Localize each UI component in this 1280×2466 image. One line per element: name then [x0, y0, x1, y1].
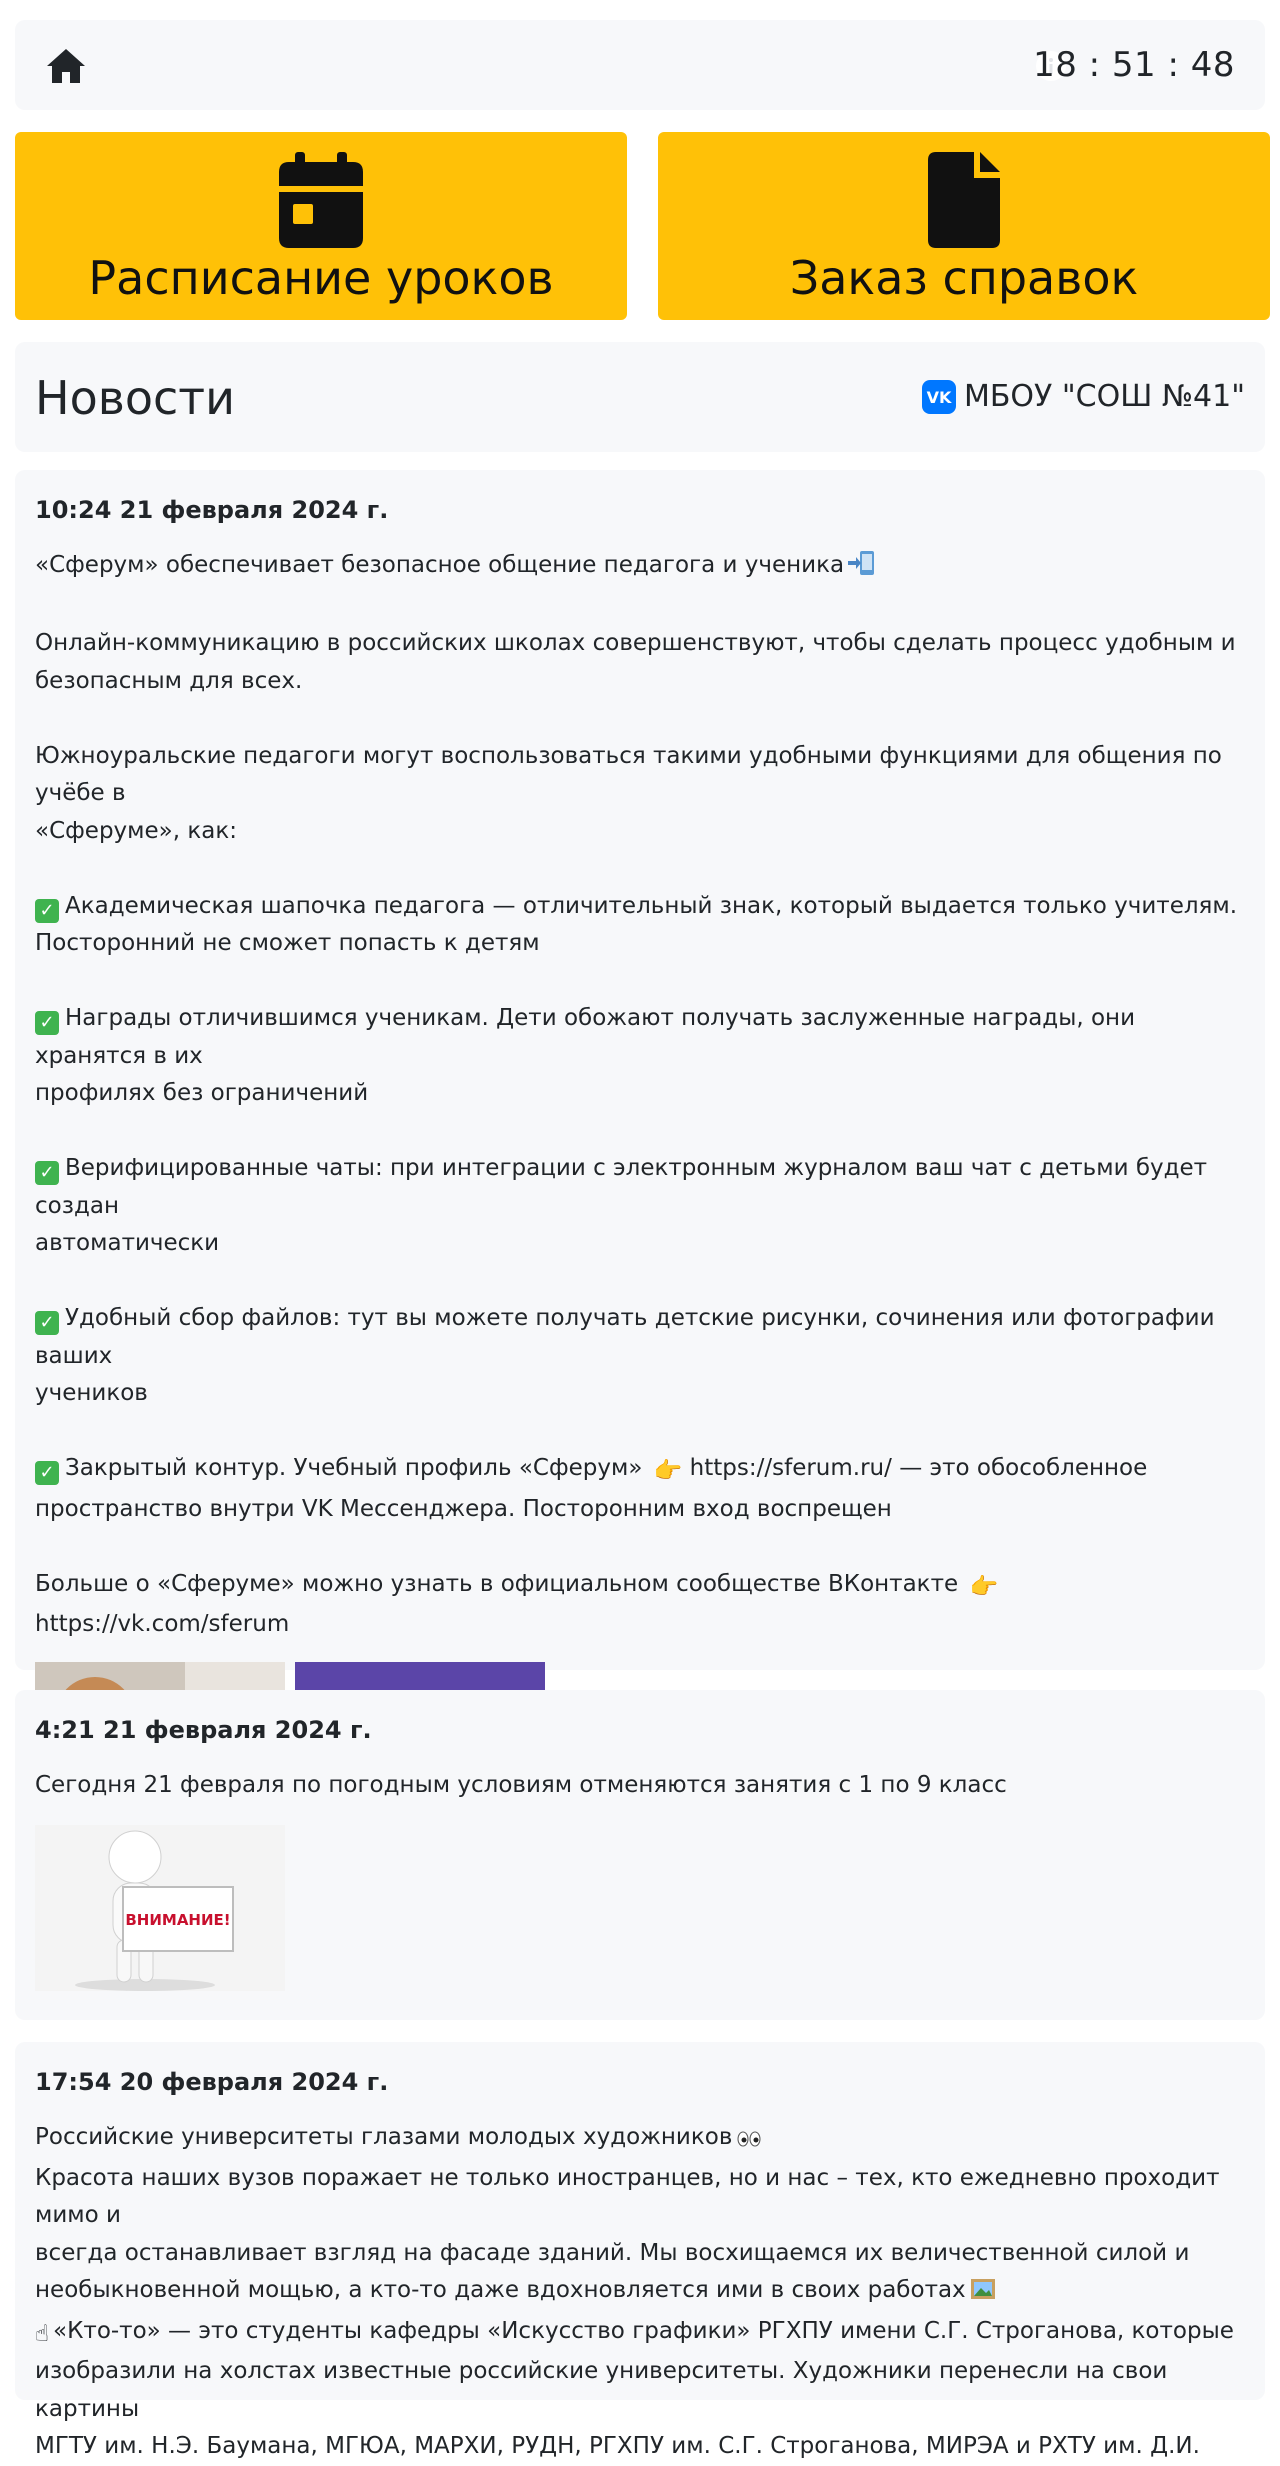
post-line: ☝ «Кто-то» — это студенты кафедры «Искусство графики» РГХПУ имени С.Г. Строганова, которые [35, 2313, 1245, 2354]
post-date: 17:54 20 февраля 2024 г. [35, 2068, 389, 2096]
post-line: Сегодня 21 февраля по погодным условиям отменяются занятия с 1 по 9 класс [35, 1772, 1007, 1798]
pointing-right-icon: 👉 [653, 1458, 683, 1484]
news-header [15, 342, 1265, 452]
vk-logo-icon: VK [922, 380, 956, 414]
post-line: «Сферум» обеспечивает безопасное общение педагога и ученика [35, 547, 1245, 588]
post-line: изобразили на холстах известные российские университеты. Художники перенесли на свои картины [35, 2358, 1168, 2422]
vk-group-link[interactable] [922, 380, 1245, 414]
post-line: пространство внутри VK Мессенджера. Посторонним вход воспрещен [35, 1495, 892, 1522]
schedule-label: Расписание уроков [88, 251, 554, 305]
post-body [35, 1767, 1245, 1805]
check-mark-icon: ✓ [35, 899, 59, 923]
check-mark-icon: ✓ [35, 1311, 59, 1335]
certificates-button[interactable] [658, 132, 1270, 320]
check-mark-icon: ✓ [35, 1461, 59, 1485]
clock: 18 : 51 : 48 [1033, 45, 1235, 85]
eyes-icon [736, 2122, 762, 2160]
post-line: ✓ Награды отличившимся ученикам. Дети обожают получать заслуженные награды, они хранятся в их [35, 1005, 1136, 1069]
framed-picture-icon [970, 2275, 996, 2313]
post-line: ✓ Закрытый контур. Учебный профиль «Сферум» 👉 https://sferum.ru/ — это обособленное [35, 1450, 1245, 1491]
check-mark-icon: ✓ [35, 1011, 59, 1035]
news-post [15, 2042, 1265, 2459]
post-date: 4:21 21 февраля 2024 г. [35, 1716, 372, 1744]
post-line: МГТУ им. Н.Э. Баумана, МГЮА, МАРХИ, РУДН, РГХПУ им. С.Г. Строганова, МИРЭА и РХТУ им. Д.И. [35, 2433, 1200, 2459]
post-line: Больше о «Сферуме» можно узнать в официальном сообществе ВКонтакте 👉 https://vk.com/sferum [35, 1570, 999, 1637]
post-date: 10:24 21 февраля 2024 г. [35, 496, 389, 524]
calendar-icon [279, 152, 363, 252]
certificates-label: Заказ справок [789, 251, 1139, 305]
post-line: ✓ Академическая шапочка педагога — отличительный знак, который выдается только учителям. [35, 888, 1245, 926]
check-mark-icon: ✓ [35, 1161, 59, 1185]
post-body [35, 2119, 1245, 2466]
vk-sferum-link[interactable]: https://vk.com/sferum [35, 1611, 290, 1637]
attention-image[interactable] [35, 1825, 285, 1991]
home-icon[interactable] [45, 46, 87, 86]
pointing-up-icon: ☝ [35, 2320, 50, 2347]
news-post [15, 1690, 1265, 2020]
post-body [35, 547, 1245, 1644]
post-line: «Сферуме», как: [35, 817, 237, 844]
post-line: Красота наших вузов поражает не только иностранцев, но и нас – тех, кто ежедневно проходит мимо и [35, 2164, 1220, 2228]
schedule-button[interactable] [15, 132, 627, 320]
mobile-phone-icon [848, 550, 876, 588]
post-line: Российские университеты глазами молодых художников [35, 2119, 1245, 2160]
post-line: Южноуральские педагоги могут воспользоваться такими удобными функциями для общения по учёбе в [35, 742, 1222, 806]
post-line: учеников [35, 1380, 148, 1406]
post-line: автоматически [35, 1230, 220, 1256]
post-images [35, 1825, 1245, 1991]
post-line: всегда останавливает взгляд на фасаде зданий. Мы восхищаемся их величественной силой и [35, 2239, 1190, 2266]
file-icon [928, 152, 1000, 252]
post-line: Онлайн-коммуникацию в российских школах совершенствуют, чтобы сделать процесс удобным и [35, 630, 1236, 656]
post-line: необыкновенной мощью, а кто-то даже вдохновляется ими в своих работах [35, 2272, 1245, 2313]
pointing-right-icon: 👉 [969, 1573, 999, 1600]
post-line: ✓ Удобный сбор файлов: тут вы можете получать детские рисунки, сочинения или фотографии ваших [35, 1305, 1215, 1369]
post-line: безопасным для всех. [35, 667, 303, 694]
post-line: Посторонний не сможет попасть к детям [35, 930, 540, 956]
post-line: ✓ Верифицированные чаты: при интеграции с электронным журналом ваш чат с детьми будет создан [35, 1155, 1208, 1219]
news-title: Новости [35, 371, 235, 425]
sferum-link[interactable]: https://sferum.ru/ — это обособленное [689, 1455, 1148, 1481]
attention-sign: ВНИМАНИЕ! [125, 1910, 231, 1929]
news-post [15, 470, 1265, 1670]
post-line: профилях без ограничений [35, 1080, 369, 1106]
vk-group-name: МБОУ "СОШ №41" [963, 379, 1245, 414]
top-bar [15, 20, 1265, 110]
